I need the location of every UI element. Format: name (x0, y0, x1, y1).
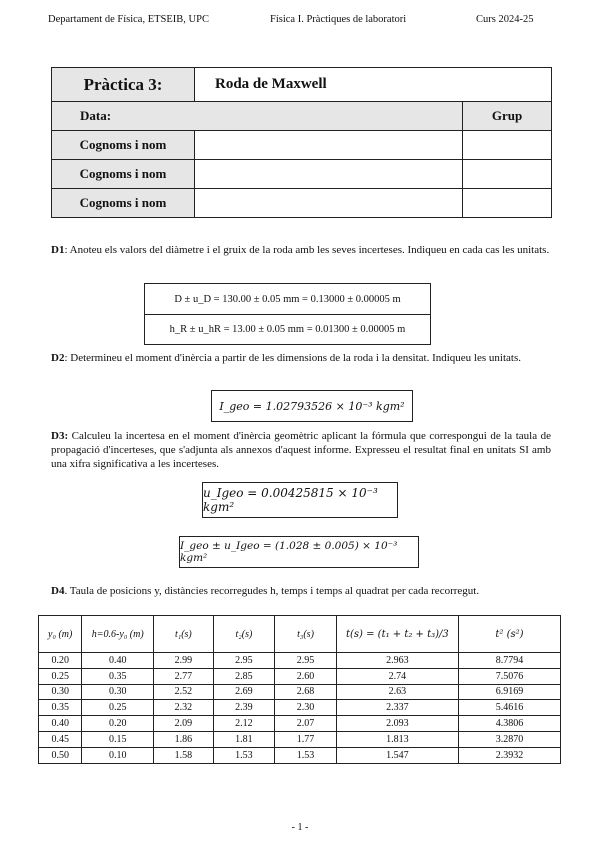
table-cell: 2.32 (154, 700, 214, 716)
table-cell: 0.30 (82, 684, 154, 700)
table-cell: 4.3806 (458, 716, 560, 732)
table-cell: 2.77 (154, 668, 214, 684)
header-department: Departament de Física, ETSEIB, UPC (48, 14, 209, 25)
table-cell: 2.3932 (458, 747, 560, 763)
table-cell: 1.53 (213, 747, 275, 763)
table-cell: 1.86 (154, 731, 214, 747)
table-row (39, 668, 561, 684)
table-cell: 0.25 (82, 700, 154, 716)
table-cell: 0.40 (39, 716, 82, 732)
d1-label: D1 (51, 244, 65, 256)
table-row (39, 716, 561, 732)
table-cell: 0.30 (39, 684, 82, 700)
d1-diameter: D ± u_D = 130.00 ± 0.05 mm = 0.13000 ± 0.00005 m (145, 284, 430, 315)
table-cell: 1.58 (154, 747, 214, 763)
d1-text: : Anoteu els valors del diàmetre i el gruix de la roda amb les seves incerteses. Indiqueu en cada cas les unitats. (64, 244, 550, 256)
d3-label: D3: (51, 430, 69, 442)
practica-label: Pràctica 3: (52, 68, 195, 102)
table-cell: 2.07 (275, 716, 337, 732)
table-cell: 2.74 (336, 668, 458, 684)
header-h: h=0.6-y₀ (m) (82, 616, 154, 653)
table-cell: 2.69 (213, 684, 275, 700)
table-row (39, 747, 561, 763)
table-cell: 2.95 (275, 653, 337, 669)
table-row (39, 653, 561, 669)
header-t2: t₂(s) (213, 616, 275, 653)
d4-instruction (51, 584, 551, 598)
table-body (39, 653, 561, 764)
table-cell: 2.60 (275, 668, 337, 684)
name-field-2 (195, 160, 463, 189)
table-cell: 2.30 (275, 700, 337, 716)
table-cell: 0.15 (82, 731, 154, 747)
table-cell: 2.337 (336, 700, 458, 716)
practica-title: Roda de Maxwell (195, 68, 552, 102)
header-t-squared: t² (s²) (458, 616, 560, 653)
table-cell: 0.20 (82, 716, 154, 732)
table-cell: 0.40 (82, 653, 154, 669)
table-cell: 2.95 (213, 653, 275, 669)
d2-label: D2 (51, 352, 65, 364)
table-cell: 1.53 (275, 747, 337, 763)
table-cell: 0.45 (39, 731, 82, 747)
d3-instruction (51, 429, 551, 471)
table-cell: 1.77 (275, 731, 337, 747)
name-label-2: Cognoms i nom (52, 160, 195, 189)
group-label: Grup (463, 102, 552, 131)
table-cell: 2.85 (213, 668, 275, 684)
name-label-3: Cognoms i nom (52, 189, 195, 218)
d2-text: : Determineu el moment d'inèrcia a partir de les dimensions de la roda i la densitat. Indiqueu les unitats. (64, 352, 521, 364)
d3-text: Calculeu la incertesa en el moment d'inèrcia geomètric aplicant la fórmula que correspongui de la taula de propagació d'incerteses, que s'adjunta als annexos d'aquest informe. Expresseu el resultat final en unitats SI amb una xifra significativa a les incerteses. (51, 430, 551, 470)
d4-text: . Taula de posicions y, distàncies recorregudes h, temps i temps al quadrat per cada recorregut. (64, 585, 480, 597)
table-cell: 2.99 (154, 653, 214, 669)
table-cell: 2.093 (336, 716, 458, 732)
date-label: Data: (52, 102, 463, 131)
table-cell: 0.35 (39, 700, 82, 716)
d2-instruction (51, 351, 551, 365)
name-label-1: Cognoms i nom (52, 131, 195, 160)
table-cell: 2.39 (213, 700, 275, 716)
group-field-3 (463, 189, 552, 218)
header-t1: t₁(s) (154, 616, 214, 653)
table-cell: 8.7794 (458, 653, 560, 669)
table-cell: 1.81 (213, 731, 275, 747)
table-row (39, 700, 561, 716)
name-field-1 (195, 131, 463, 160)
d3-result-formula: I_geo ± u_Igeo = (1.028 ± 0.005) × 10⁻³ kgm² (179, 536, 419, 568)
table-cell: 0.35 (82, 668, 154, 684)
table-cell: 2.63 (336, 684, 458, 700)
table-cell: 6.9169 (458, 684, 560, 700)
d4-label: D4 (51, 585, 65, 597)
table-cell: 0.20 (39, 653, 82, 669)
d1-box (144, 283, 431, 345)
table-cell: 0.25 (39, 668, 82, 684)
header-t-mean: t(s) = (t₁ + t₂ + t₃)/3 (336, 616, 458, 653)
table-cell: 2.963 (336, 653, 458, 669)
page-number: - 1 - (291, 822, 309, 833)
header-t3: t₃(s) (275, 616, 337, 653)
group-field-2 (463, 160, 552, 189)
table-cell: 2.09 (154, 716, 214, 732)
table-cell: 2.12 (213, 716, 275, 732)
table-cell: 0.50 (39, 747, 82, 763)
table-cell: 0.10 (82, 747, 154, 763)
header-y0: y₀ (m) (39, 616, 82, 653)
table-cell: 3.2870 (458, 731, 560, 747)
table-cell: 1.547 (336, 747, 458, 763)
group-field-1 (463, 131, 552, 160)
info-table (51, 67, 552, 218)
table-cell: 5.4616 (458, 700, 560, 716)
table-row (39, 684, 561, 700)
header-course-title: Física I. Pràctiques de laboratori (270, 14, 407, 25)
table-cell: 7.5076 (458, 668, 560, 684)
table-header-row (39, 616, 561, 653)
table-cell: 2.52 (154, 684, 214, 700)
table-cell: 2.68 (275, 684, 337, 700)
d1-thickness: h_R ± u_hR = 13.00 ± 0.05 mm = 0.01300 ± 0.00005 m (169, 324, 406, 335)
data-table (38, 615, 561, 764)
d2-formula: I_geo = 1.02793526 × 10⁻³ kgm² (211, 390, 413, 422)
d1-instruction (51, 243, 551, 257)
d3-uncertainty-formula: u_Igeo = 0.00425815 × 10⁻³ kgm² (202, 482, 398, 518)
table-row (39, 731, 561, 747)
name-field-3 (195, 189, 463, 218)
header-year: Curs 2024-25 (476, 14, 534, 25)
table-cell: 1.813 (336, 731, 458, 747)
